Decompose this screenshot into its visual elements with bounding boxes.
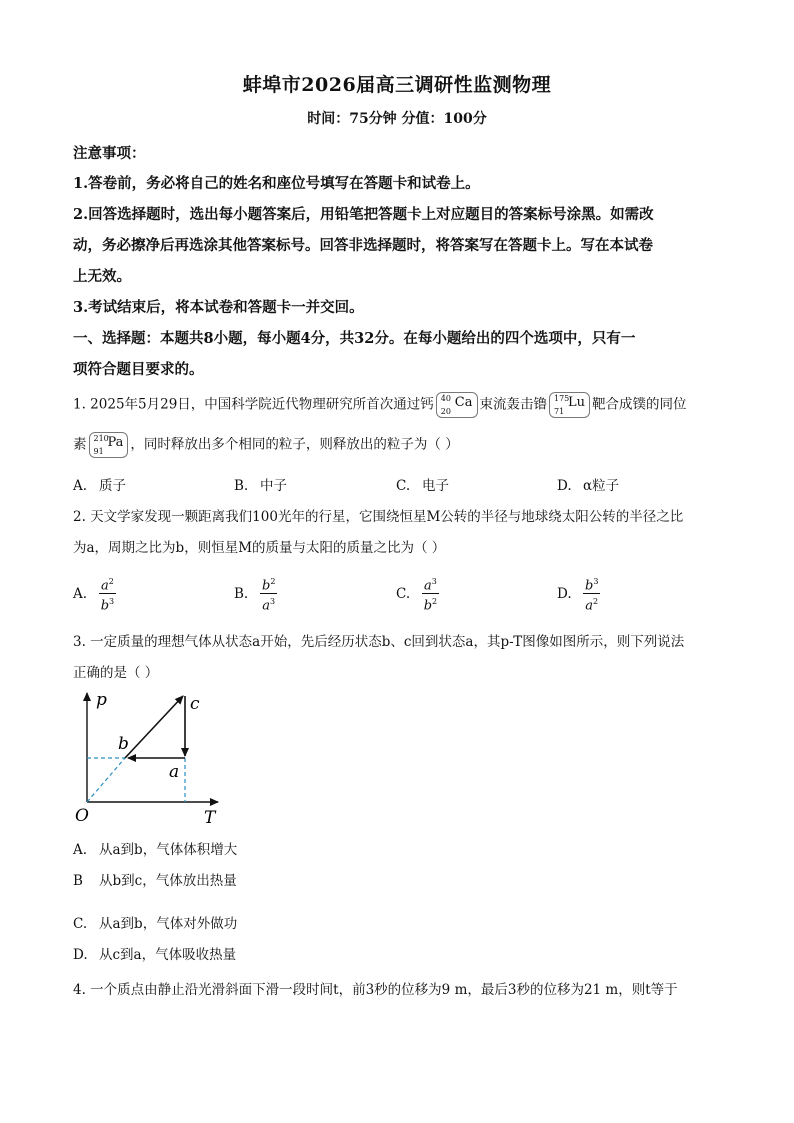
question-1-line-1: 1. 2025年5月29日，中国科学院近代物理研究所首次通过钙 40 20 Ca 束流轰击镥 175 71 Lu 靶合成镤的同位 xyxy=(73,394,687,416)
label-o: O xyxy=(75,806,89,826)
protactinium-nuclide: 210 91 Pa xyxy=(89,432,129,458)
q3-option-d[interactable]: D. 从c到a，气体吸收热量 xyxy=(73,947,237,963)
notice-item-2b: 动，务必擦净后再选涂其他答案标号。回答非选择题时，将答案写在答题卡上。写在本试卷 xyxy=(73,237,653,254)
notice-item-1: 1.答卷前，务必将自己的姓名和座位号填写在答题卡和试卷上。 xyxy=(73,175,480,192)
exam-subtitle: 时间：75分钟 分值：100分 xyxy=(307,111,487,127)
q2-option-d[interactable]: D. $\frac{b^3}{a^2}$ xyxy=(557,574,600,614)
p-t-diagram xyxy=(70,685,230,830)
question-4-line-1: 4. 一个质点由静止沿光滑斜面下滑一段时间t，前3秒的位移为9 m，最后3秒的位移为21 m，则t等于 xyxy=(73,982,678,998)
dashed-origin-to-b xyxy=(87,758,125,802)
label-c: c xyxy=(190,694,200,714)
q1-option-a[interactable]: A. 质子 xyxy=(73,478,126,494)
notice-item-3: 3.考试结束后，将本试卷和答题卡一并交回。 xyxy=(73,299,364,316)
question-2-line-1: 2. 天文学家发现一颗距离我们100光年的行星，它围绕恒星M公转的半径与地球绕太阳公转的半径之比 xyxy=(73,509,684,525)
section-1-heading-cont: 项符合题目要求的。 xyxy=(73,361,204,378)
label-b: b xyxy=(118,734,129,754)
q1-option-d[interactable]: D. α粒子 xyxy=(557,478,620,494)
question-1-line-2: 素 210 91 Pa ，同时释放出多个相同的粒子，则释放出的粒子为（ ） xyxy=(73,434,459,456)
q1-option-c[interactable]: C. 电子 xyxy=(396,478,449,494)
notice-item-2a: 2.回答选择题时，选出每小题答案后，用铅笔把答题卡上对应题目的答案标号涂黑。如需改 xyxy=(73,206,654,223)
notice-item-2c: 上无效。 xyxy=(73,268,131,285)
notice-heading: 注意事项： xyxy=(73,145,146,162)
q2-option-c[interactable]: C. $\frac{a^3}{b^2}$ xyxy=(396,574,439,614)
calcium-nuclide: 40 20 Ca xyxy=(436,392,478,418)
section-1-heading: 一、选择题：本题共8小题，每小题4分，共32分。在每小题给出的四个选项中，只有一 xyxy=(73,330,636,347)
q2-option-a[interactable]: A. $\frac{a^2}{b^3}$ xyxy=(73,574,116,614)
q2-option-b[interactable]: B. $\frac{b^2}{a^3}$ xyxy=(234,574,277,614)
q3-option-a[interactable]: A. 从a到b，气体体积增大 xyxy=(73,842,238,858)
q1-option-b[interactable]: B. 中子 xyxy=(234,478,287,494)
question-2-line-2: 为a，周期之比为b，则恒星M的质量与太阳的质量之比为（ ） xyxy=(73,540,446,556)
exam-title: 蚌埠市2026届高三调研性监测物理 xyxy=(242,74,552,96)
label-p: p xyxy=(96,690,107,710)
lutetium-nuclide: 175 71 Lu xyxy=(549,392,590,418)
label-t: T xyxy=(204,808,216,828)
question-3-line-1: 3. 一定质量的理想气体从状态a开始，先后经历状态b、c回到状态a，其p-T图像如图所示，则下列说法 xyxy=(73,634,685,650)
label-a: a xyxy=(169,762,180,782)
question-3-line-2: 正确的是（ ） xyxy=(73,665,159,681)
q3-option-c[interactable]: C. 从a到b，气体对外做功 xyxy=(73,916,238,932)
q3-option-b[interactable]: B 从b到c，气体放出热量 xyxy=(73,873,237,889)
process-b-to-c xyxy=(125,696,183,758)
